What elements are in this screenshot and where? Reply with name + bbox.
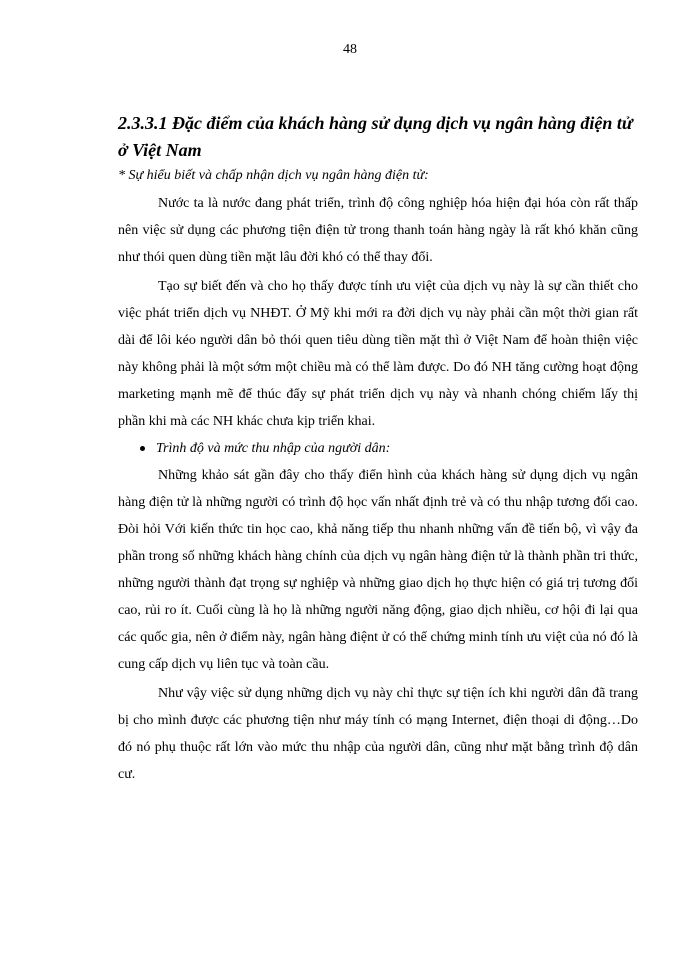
paragraph-1: Nước ta là nước đang phát triển, trình độ công nghiệp hóa hiện đại hóa còn rất thấp nên việc sử dụng các phương tiện điện tử trong thanh toán hàng ngày là rất khó khăn cũng như thói quen dùng tiền mặt lâu đời khó có thể thay đổi. xyxy=(118,196,638,265)
paragraph-2: Tạo sự biết đến và cho họ thấy được tính ưu việt của dịch vụ này là sự cần thiết cho việc phát triển dịch vụ NHĐT. Ở Mỹ khi mới ra đời dịch vụ này phải cần một thời gian rất dài để lôi kéo người dân bỏ thói quen tiêu dùng tiền mặt thì ở Việt Nam để hoàn thiện việc này không phải là một sớm một chiều mà có thể làm được. Do đó NH tăng cường hoạt động marketing mạnh mẽ để thúc đẩy sự phát triển dịch vụ này và nhanh chóng chiếm lấy thị phần khi mà các NH khác chưa kịp triển khai. xyxy=(118,279,638,429)
section-subheading: * Sự hiểu biết và chấp nhận dịch vụ ngân hàng điện tử: xyxy=(118,168,429,183)
paragraph-4: Như vậy việc sử dụng những dịch vụ này chỉ thực sự tiện ích khi người dân đã trang bị cho mình được các phương tiện như máy tính có mạng Internet, điện thoại di động…Do đó nó phụ thuộc rất lớn vào mức thu nhập của người dân, cũng như mặt bằng trình độ dân cư. xyxy=(118,686,638,782)
page-number: 48 xyxy=(343,42,357,57)
section-heading: 2.3.3.1 Đặc điểm của khách hàng sử dụng dịch vụ ngân hàng điện tử ở Việt Nam xyxy=(118,113,633,160)
bullet-icon xyxy=(140,446,145,451)
bullet-item xyxy=(118,435,638,462)
page-body xyxy=(118,110,638,788)
bullet-label: Trình độ và mức thu nhập của người dân: xyxy=(156,441,391,456)
paragraph-3: Những khảo sát gần đây cho thấy điển hình của khách hàng sử dụng dịch vụ ngân hàng điện tử là những người có trình độ học vấn nhất định trẻ và có thu nhập tương đối cao. Đòi hỏi Với kiến thức tin học cao, khả năng tiếp thu nhanh những vấn đề tiến bộ, vì vậy đa phần trong số những khách hàng chính của dịch vụ ngân hàng điện tử là thành phần tri thức, những người thành đạt trọng sự nghiệp và những giao dịch họ thực hiện có giá trị tương đối cao, rủi ro ít. Cuối cùng là họ là những người năng động, giao dịch nhiều, cơ hội đi lại qua các quốc gia, nên ở điểm này, ngân hàng điệnt ử có thể chứng minh tính ưu việt của nó đó là cung cấp dịch vụ liên tục và toàn cầu. xyxy=(118,468,638,672)
